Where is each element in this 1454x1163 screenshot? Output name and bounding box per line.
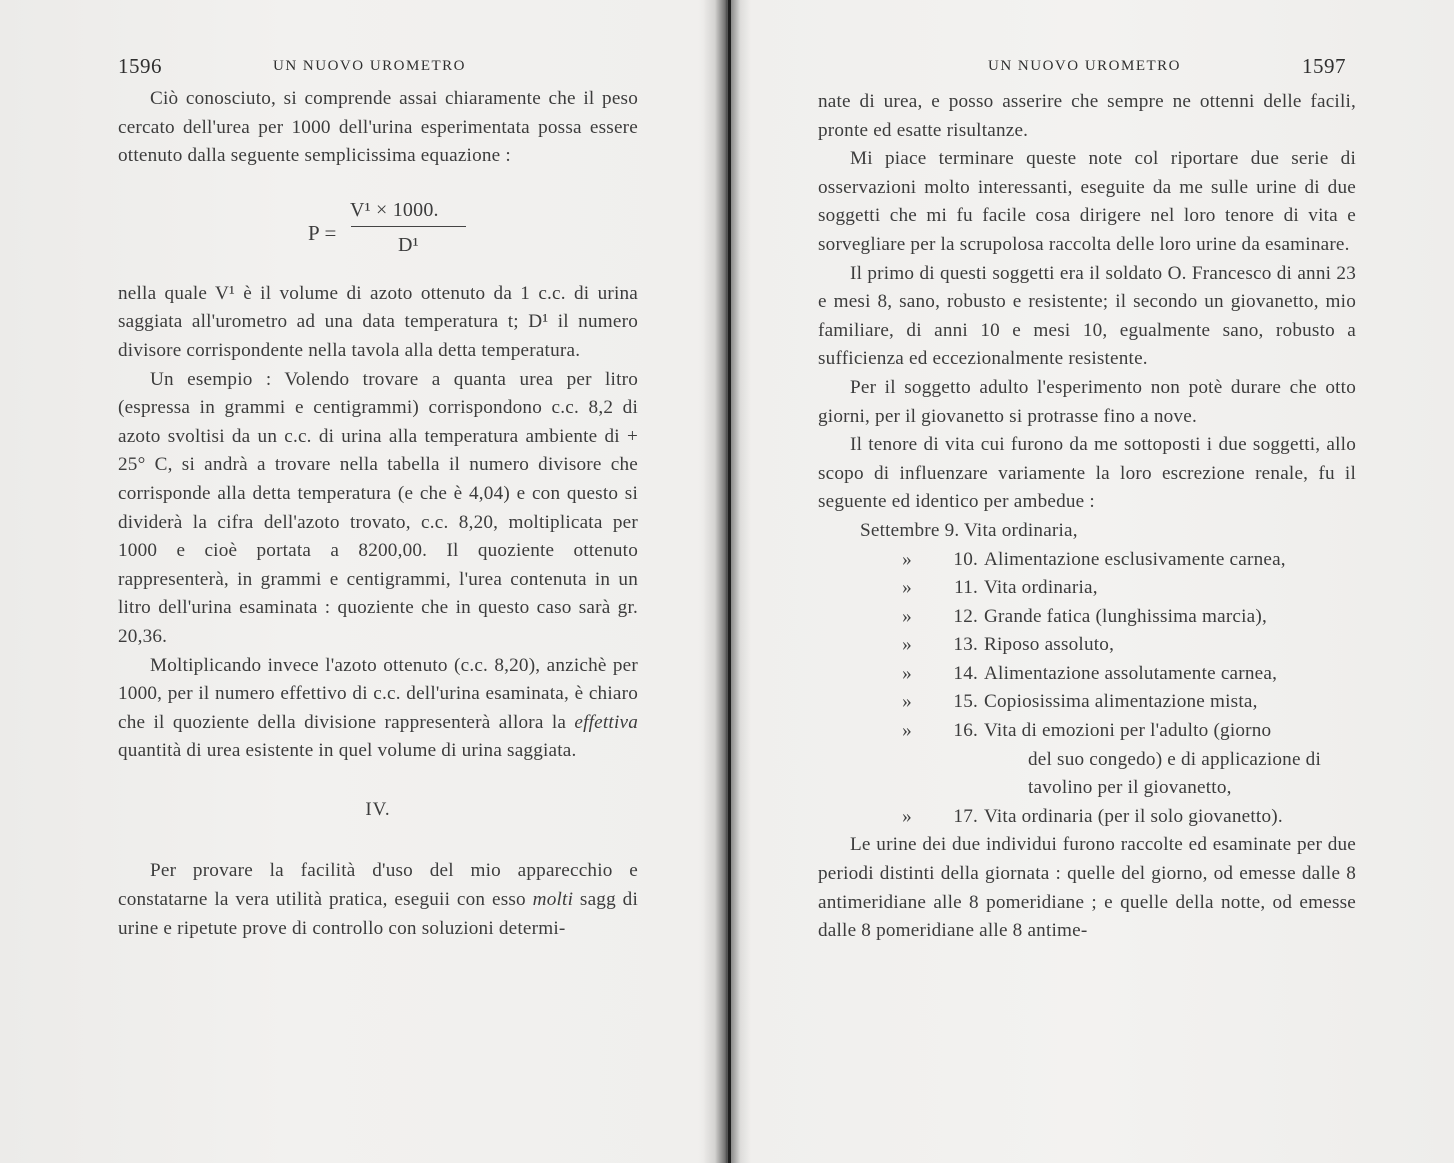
schedule-item-text: tavolino per il giovanetto, <box>1028 777 1232 799</box>
ditto-mark: » <box>902 691 912 713</box>
right-page-header <box>754 54 1454 84</box>
equation <box>118 171 638 257</box>
left-paragraph-4 <box>118 652 638 766</box>
ditto-mark: » <box>902 634 912 656</box>
schedule-item-text: Vita di emozioni per l'adulto (giorno <box>984 720 1272 742</box>
right-paragraph-1: nate di urea, e posso asserire che sempre ne ottenni delle facili, pronte ed esatte risultanze. <box>818 91 1356 141</box>
right-paragraph-4: Per il soggetto adulto l'esperimento non potè durare che otto giorni, per il giovanetto si protrasse fino a nove. <box>818 376 1356 427</box>
right-page <box>754 0 1454 1163</box>
schedule-day: 16. <box>953 720 978 742</box>
left-paragraph-5-end: sagg di urine e ripetute prove di controllo con soluzioni determi- <box>118 889 638 939</box>
schedule-item <box>818 717 1356 746</box>
right-running-title: UN NUOVO UROMETRO <box>988 58 1181 74</box>
left-paragraph-4-emphasis: effettiva <box>574 711 638 733</box>
right-paragraph-5: Il tenore di vita cui furono da me sottoposti i due soggetti, allo scopo di influenzare variamente la loro escrezione renale, fu il seguente ed identico per ambedue : <box>818 434 1356 513</box>
schedule-day: 10. <box>953 548 978 570</box>
schedule-item-text: Riposo assoluto, <box>984 634 1115 656</box>
schedule-item <box>818 631 1356 660</box>
left-running-title: UN NUOVO UROMETRO <box>273 58 466 74</box>
schedule-item-text: Grande fatica (lunghissima marcia), <box>984 605 1267 627</box>
schedule-item <box>818 574 1356 603</box>
schedule-day: 14. <box>953 662 978 684</box>
schedule-day: 13. <box>953 634 978 656</box>
schedule-day: 17. <box>953 805 978 827</box>
schedule-item-text: Vita ordinaria, <box>984 577 1098 599</box>
ditto-mark: » <box>902 605 912 627</box>
right-paragraph-6: Le urine dei due individui furono raccolte ed esaminate per due periodi distinti della giornata : quelle del giorno, od emesse dalle 8 antimeridiane alle 8 pomeridiane ; e quelle della notte, od emesse dalle 8 pomeridiane alle 8 antime- <box>818 834 1356 942</box>
ditto-mark: » <box>902 662 912 684</box>
ditto-mark: » <box>902 720 912 742</box>
left-paragraph-1: Ciò conosciuto, si comprende assai chiaramente che il peso cercato dell'urea per 1000 dell'urina esperimentata possa essere ottenuto dalla seguente semplicissima equazione : <box>118 88 638 167</box>
equation-lhs: P = <box>308 220 337 245</box>
schedule-day: 11. <box>954 577 978 599</box>
schedule-item <box>818 803 1356 832</box>
schedule-head: Settembre 9. Vita ordinaria, <box>860 519 1078 541</box>
schedule-item-text: Vita ordinaria (per il solo giovanetto). <box>984 805 1283 827</box>
right-paragraph-3: Il primo di questi soggetti era il soldato O. Francesco di anni 23 e mesi 8, sano, robusto e resistente; il secondo un giovanetto, mio familiare, di anni 10 e mesi 10, egualmente sano, robusto a sufficienza ed eccezionalmente resistente. <box>818 262 1356 370</box>
left-page-number: 1596 <box>118 54 162 78</box>
section-heading: IV. <box>365 798 391 820</box>
schedule-item <box>818 660 1356 689</box>
schedule-item <box>818 603 1356 632</box>
schedule-list <box>818 546 1356 832</box>
schedule-item <box>818 774 1356 803</box>
left-paragraph-3: Un esempio : Volendo trovare a quanta urea per litro (espressa in grammi e centigrammi) corrispondono c.c. 8,2 di azoto svoltisi da un c.c. di urina alla temperatura ambiente di + 25° C, si andrà a trovare nella tabella il numero divisore che corrisponde alla detta temperatura (e che è 4,04) e con questo si dividerà la cifra dell'azoto trovato, c.c. 8,20, moltiplicata per 1000 e cioè portata a 8200,00. Il quoziente ottenuto rappresenterà, in grammi e centigrammi, l'urea contenuta in un litro dell'urina esaminata : quoziente che in questo caso sarà gr. 20,36. <box>118 368 638 647</box>
left-paragraph-5 <box>118 857 638 943</box>
ditto-mark: » <box>902 577 912 599</box>
left-paragraph-5-emphasis: molti <box>532 889 574 911</box>
left-paragraph-4-end: quantità di urea esistente in quel volume di urina saggiata. <box>118 740 577 762</box>
schedule-item-text: Alimentazione assolutamente carnea, <box>984 662 1278 684</box>
schedule-item-text: Alimentazione esclusivamente carnea, <box>984 548 1286 570</box>
schedule-item <box>818 688 1356 717</box>
schedule-day: 12. <box>953 605 978 627</box>
book-gutter <box>703 0 751 1163</box>
ditto-mark: » <box>902 548 912 570</box>
left-paragraph-2: nella quale V¹ è il volume di azoto ottenuto da 1 c.c. di urina saggiata all'urometro ad una data temperatura t; D¹ il numero divisore corrispondente nella tavola alla detta temperatura. <box>118 282 638 361</box>
left-page-body <box>118 85 638 943</box>
right-page-number: 1597 <box>1302 54 1346 78</box>
left-paragraph-5-start: Per provare la facilità d'uso del mio apparecchio e constatarne la vera utilità pratica, eseguii con esso <box>118 860 638 911</box>
equation-numerator: V¹ × 1000. <box>350 198 439 221</box>
schedule-item-text: del suo congedo) e di applicazione di <box>1028 748 1321 770</box>
schedule-item <box>818 746 1356 775</box>
left-page <box>0 0 700 1163</box>
schedule-item <box>818 546 1356 575</box>
right-page-body <box>818 88 1356 946</box>
left-paragraph-4-start: Moltiplicando invece l'azoto ottenuto (c.c. 8,20), anzichè per 1000, per il numero effettivo di c.c. dell'urina esaminata, è chiaro che il quoziente della divisione rappresenterà allora la <box>118 654 638 733</box>
equation-denominator: D¹ <box>398 233 419 256</box>
ditto-mark: » <box>902 805 912 827</box>
binding-line <box>728 0 731 1163</box>
left-page-header <box>0 54 700 84</box>
schedule-item-text: Copiosissima alimentazione mista, <box>984 691 1258 713</box>
schedule-day: 15. <box>953 691 978 713</box>
fraction-bar <box>351 226 466 227</box>
right-paragraph-2: Mi piace terminare queste note col riportare due serie di osservazioni molto interessanti, eseguite da me sulle urine di due soggetti che mi fu facile cosa dirigere nel loro tenore di vita e sorvegliare per la scrupolosa raccolta delle loro urine da esaminare. <box>818 148 1356 255</box>
